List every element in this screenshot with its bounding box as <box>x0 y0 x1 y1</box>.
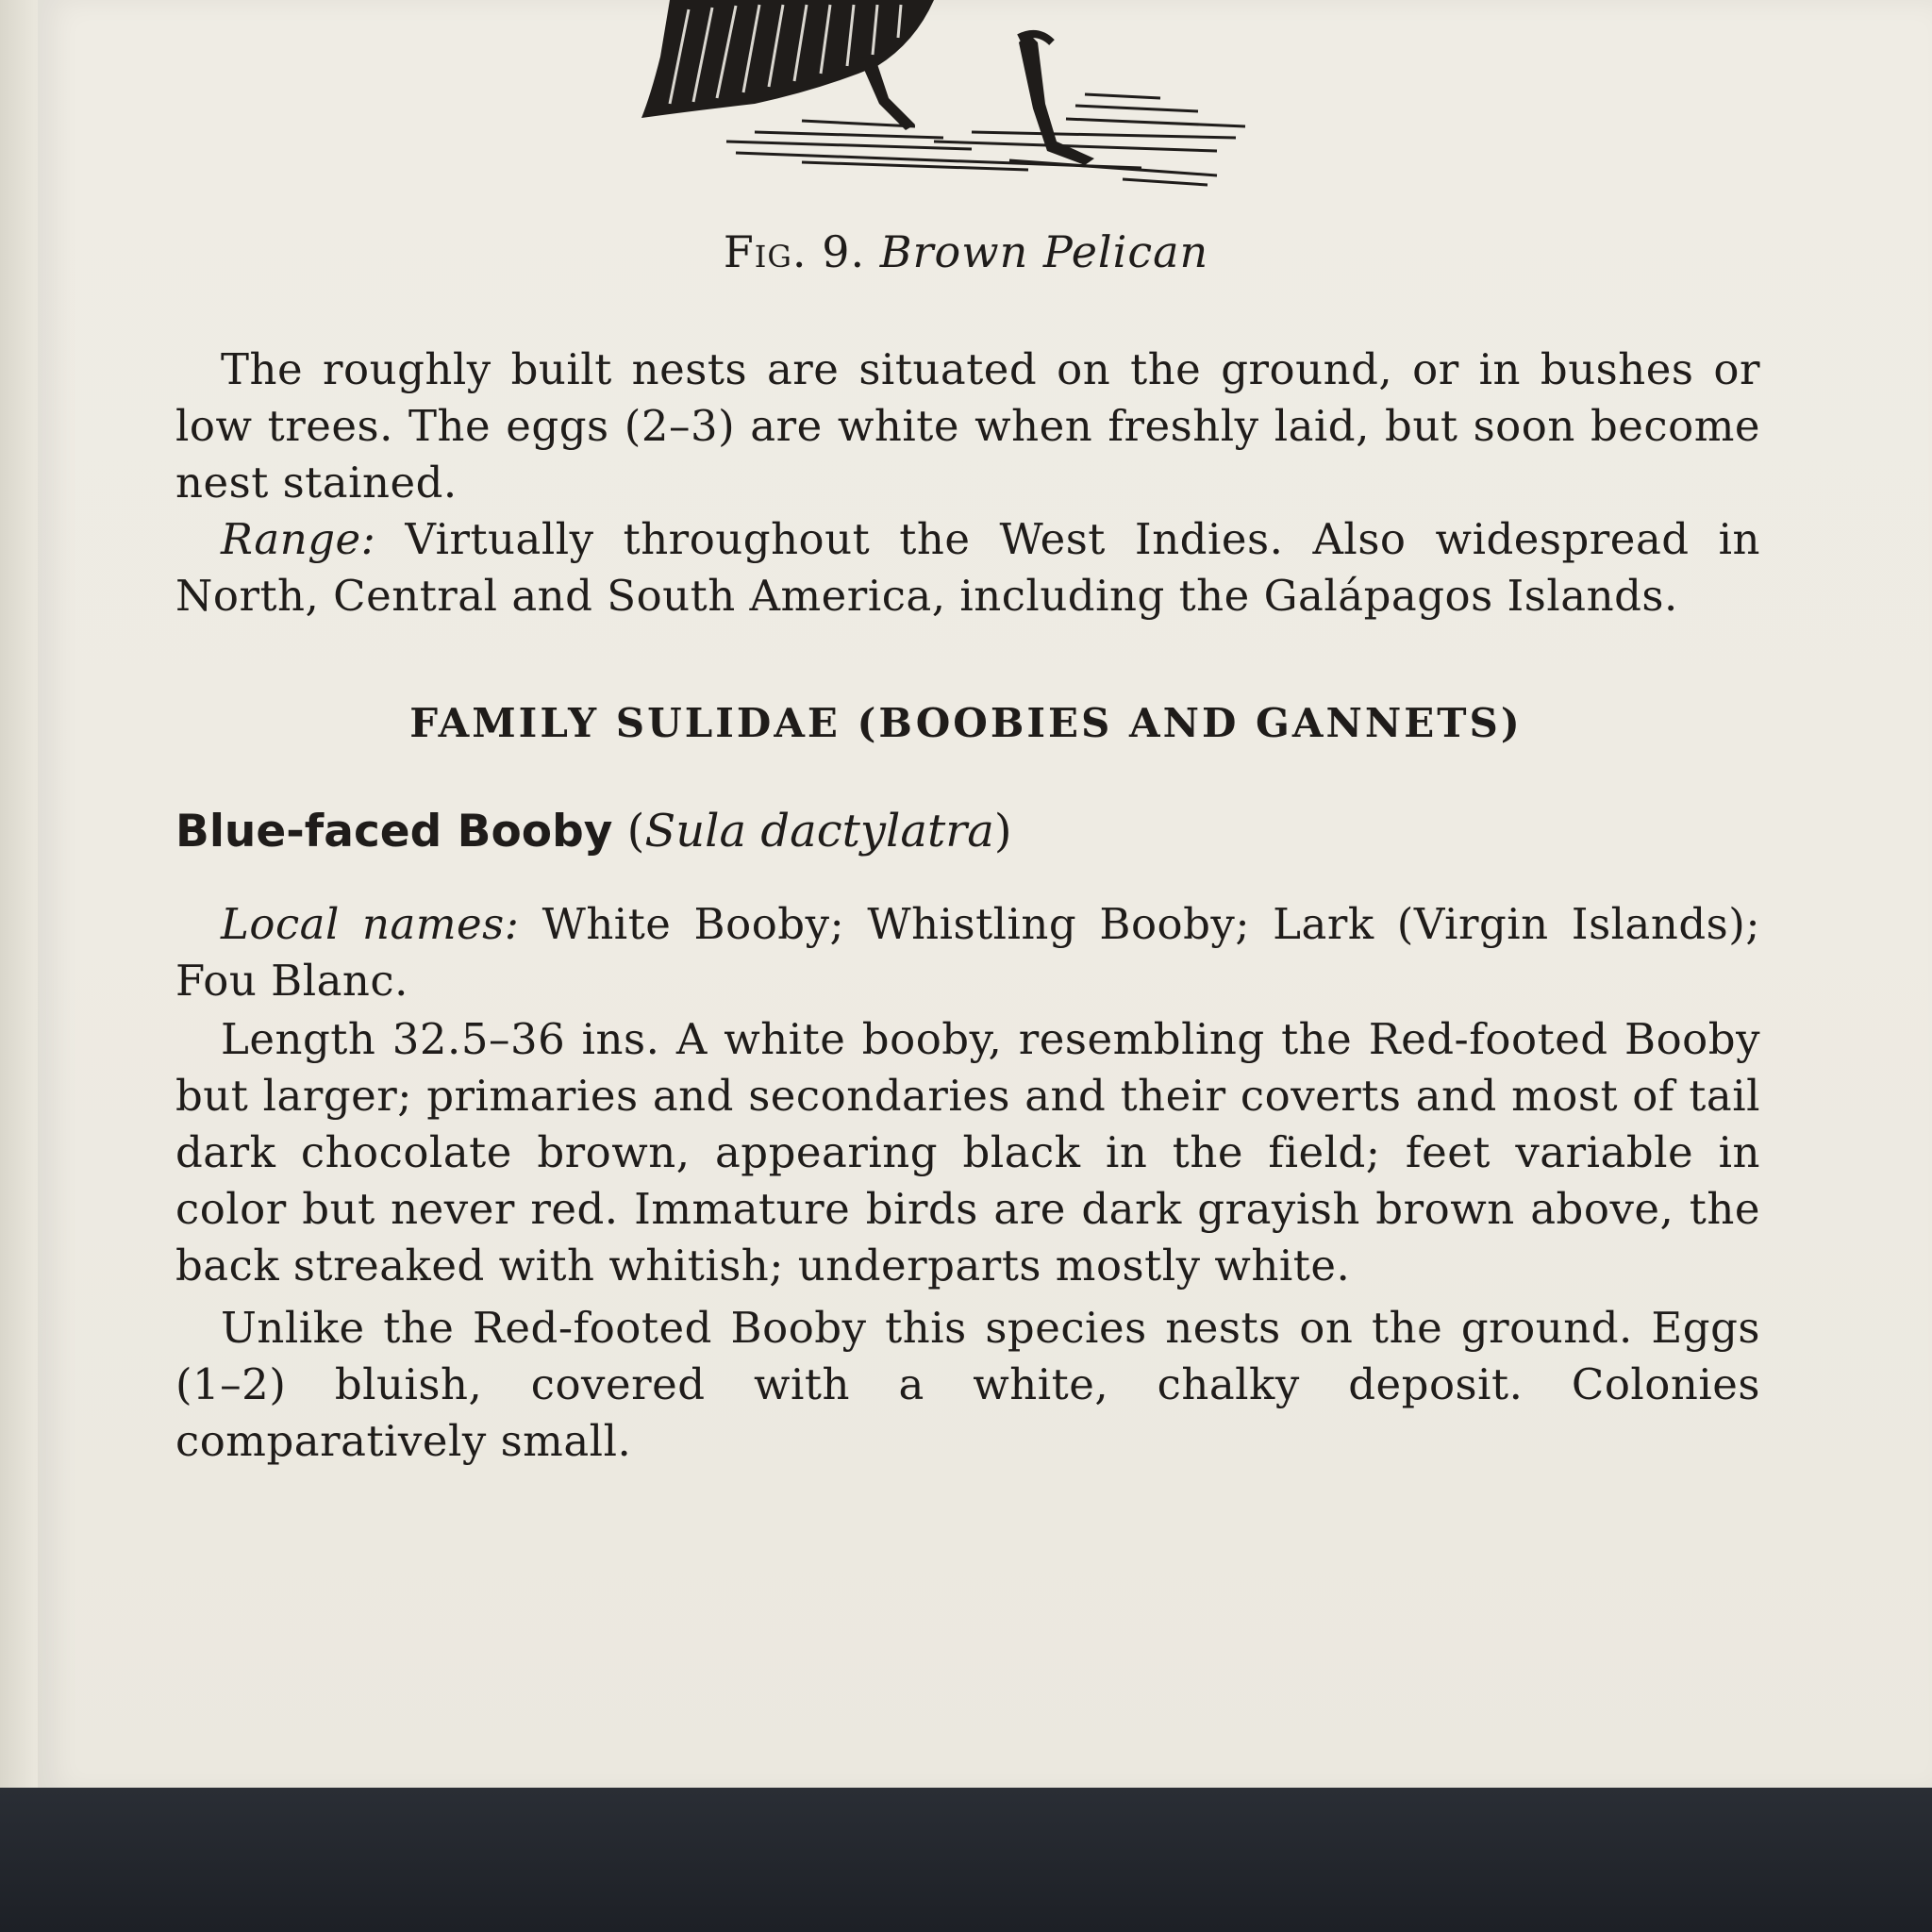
range-text: Virtually throughout the West Indies. Also widespread in North, Central and South America, including the Galápagos Islands. <box>175 514 1760 621</box>
family-heading: FAMILY SULIDAE (BOOBIES AND GANNETS) <box>409 700 1523 746</box>
species-latin-name: Sula dactylatra <box>644 805 994 858</box>
pelican-range-paragraph <box>175 511 1760 625</box>
figure-title: Brown Pelican <box>879 226 1209 277</box>
pelican-nesting-paragraph: The roughly built nests are situated on the ground, or in bushes or low trees. The eggs (2–3) are white when freshly laid, but soon become nest stained. <box>175 344 1760 508</box>
dark-background-surface <box>0 1788 1932 1932</box>
figure-caption <box>0 226 1932 277</box>
description-paragraph: Length 32.5–36 ins. A white booby, resembling the Red-footed Booby but larger; primaries and secondaries and their coverts and most of tail dark chocolate brown, appearing black in the field; feet variable in color but never red. Immature birds are dark grayish brown above, the back streaked with whitish; underparts mostly white. <box>175 1014 1760 1291</box>
species-common-name: Blue-faced Booby <box>175 806 613 858</box>
figure-label: Fig. <box>723 226 808 277</box>
figure-number: 9. <box>822 226 866 277</box>
local-names-label: Local names: <box>221 899 520 949</box>
range-label: Range: <box>221 514 376 564</box>
local-names-paragraph <box>175 896 1760 1009</box>
species-heading: Blue-faced Booby (Sula dactylatra) <box>175 805 1012 858</box>
local-names-text: White Booby; Whistling Booby; Lark (Virgin Islands); Fou Blanc. <box>175 899 1760 1006</box>
nesting-paragraph: Unlike the Red-footed Booby this species nests on the ground. Eggs (1–2) bluish, covered with a white, chalky deposit. Colonies comparatively small. <box>175 1303 1760 1466</box>
pelican-illustration <box>632 0 1274 193</box>
